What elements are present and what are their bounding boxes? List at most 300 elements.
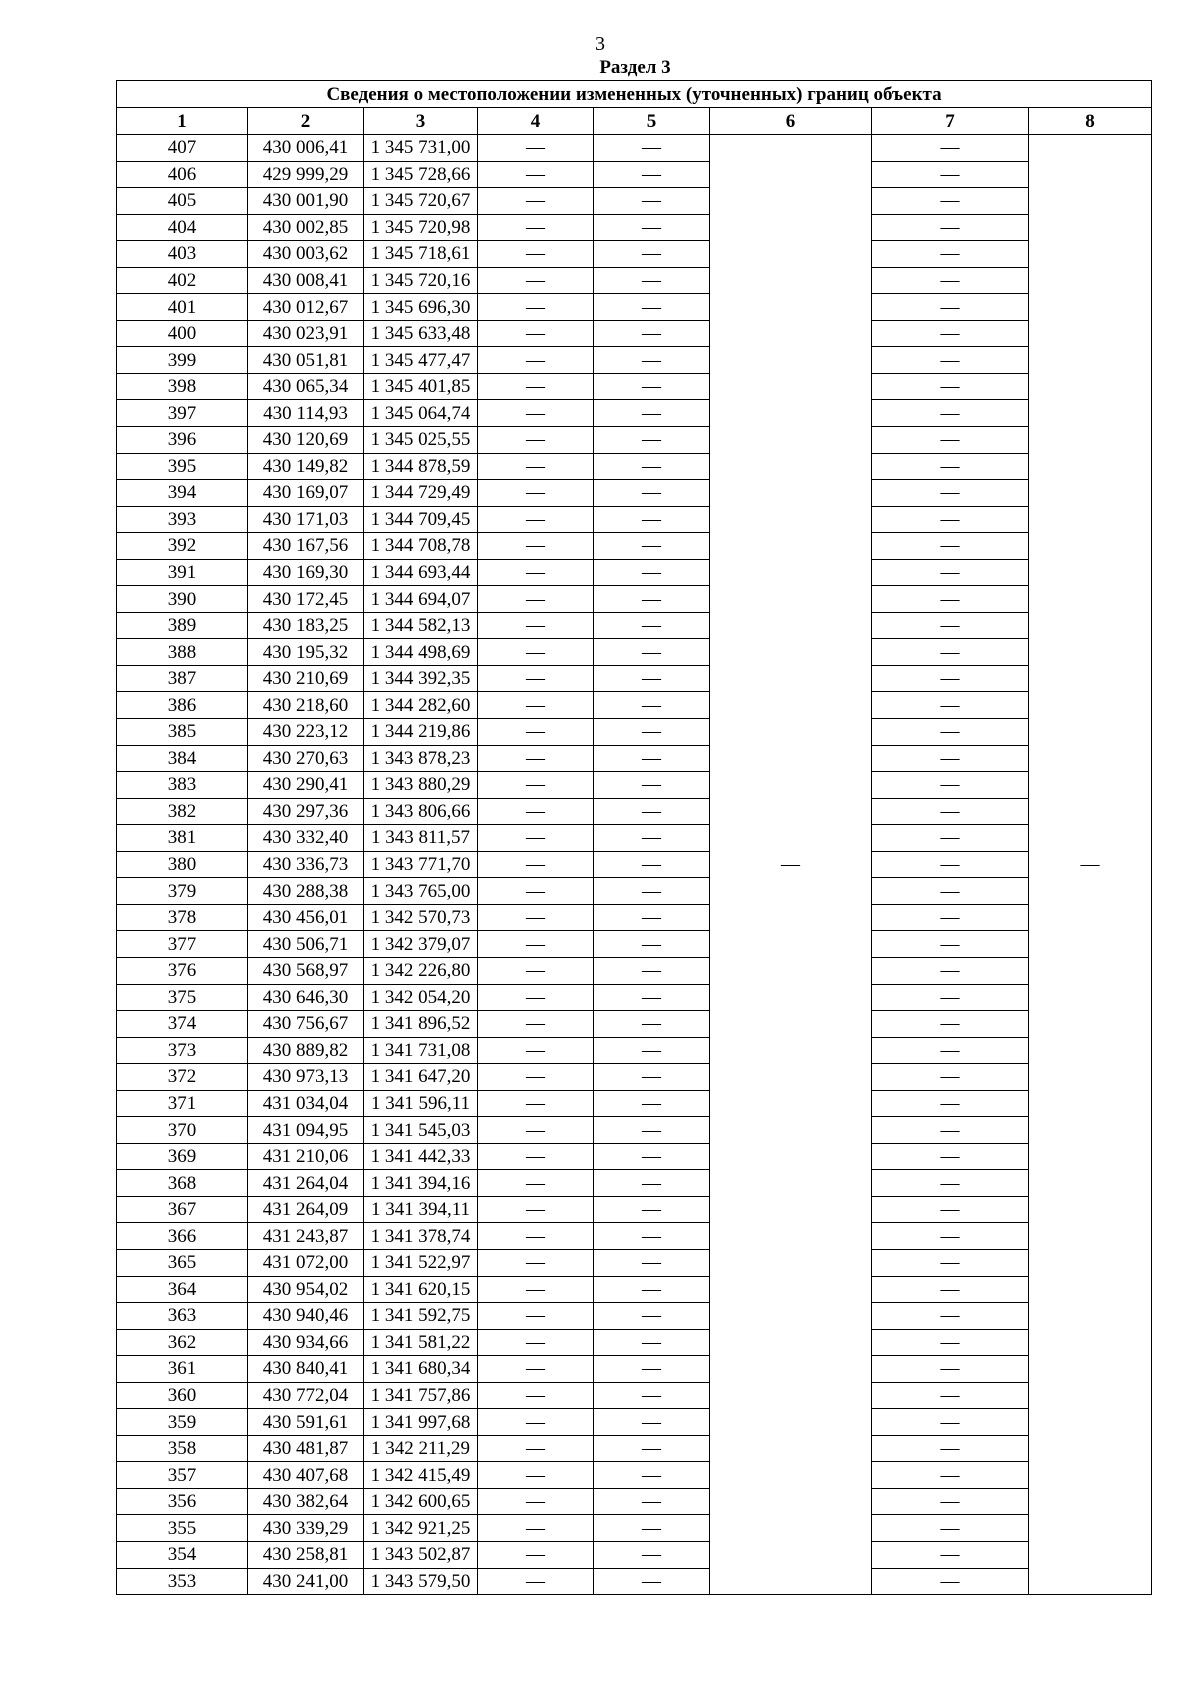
dash-cell: —: [872, 1329, 1029, 1356]
table-row: [117, 506, 1152, 533]
point-number-cell: 372: [117, 1064, 248, 1091]
y-coordinate-cell: 1 344 878,59: [364, 453, 478, 480]
x-coordinate-cell: 430 120,69: [248, 427, 364, 454]
dash-cell: —: [478, 586, 594, 613]
dash-cell: —: [872, 1170, 1029, 1197]
point-number-cell: 361: [117, 1356, 248, 1383]
point-number-cell: 397: [117, 400, 248, 427]
dash-cell: —: [594, 878, 710, 905]
table-row: [117, 1356, 1152, 1383]
dash-cell: —: [594, 1143, 710, 1170]
table-row: [117, 1329, 1152, 1356]
y-coordinate-cell: 1 341 596,11: [364, 1090, 478, 1117]
dash-cell: —: [872, 745, 1029, 772]
table-row: [117, 984, 1152, 1011]
y-coordinate-cell: 1 344 694,07: [364, 586, 478, 613]
dash-cell: —: [872, 1409, 1029, 1436]
y-coordinate-cell: 1 342 600,65: [364, 1488, 478, 1515]
column-number: 3: [364, 108, 478, 135]
dash-cell: —: [594, 1303, 710, 1330]
point-number-cell: 373: [117, 1037, 248, 1064]
dash-cell: —: [478, 1117, 594, 1144]
table-row: [117, 1143, 1152, 1170]
x-coordinate-cell: 430 051,81: [248, 347, 364, 374]
point-number-cell: 376: [117, 957, 248, 984]
dash-cell: —: [872, 400, 1029, 427]
dash-cell: —: [478, 957, 594, 984]
y-coordinate-cell: 1 343 811,57: [364, 825, 478, 852]
table-row: [117, 1037, 1152, 1064]
x-coordinate-cell: 430 169,07: [248, 480, 364, 507]
dash-cell: —: [478, 878, 594, 905]
dash-cell: —: [872, 188, 1029, 215]
dash-cell: —: [594, 347, 710, 374]
dash-cell: —: [872, 294, 1029, 321]
x-coordinate-cell: 430 336,73: [248, 851, 364, 878]
dash-cell: —: [594, 188, 710, 215]
dash-cell: —: [872, 1356, 1029, 1383]
y-coordinate-cell: 1 343 878,23: [364, 745, 478, 772]
table-row: [117, 772, 1152, 799]
x-coordinate-cell: 430 889,82: [248, 1037, 364, 1064]
x-coordinate-cell: 430 001,90: [248, 188, 364, 215]
table-row: [117, 1117, 1152, 1144]
y-coordinate-cell: 1 345 633,48: [364, 320, 478, 347]
dash-cell: —: [872, 931, 1029, 958]
x-coordinate-cell: 430 339,29: [248, 1515, 364, 1542]
table-row: [117, 1541, 1152, 1568]
dash-cell: —: [478, 1382, 594, 1409]
dash-cell: —: [872, 453, 1029, 480]
x-coordinate-cell: 430 568,97: [248, 957, 364, 984]
y-coordinate-cell: 1 345 477,47: [364, 347, 478, 374]
y-coordinate-cell: 1 341 522,97: [364, 1249, 478, 1276]
table-row: [117, 400, 1152, 427]
y-coordinate-cell: 1 342 570,73: [364, 904, 478, 931]
dash-cell: —: [478, 188, 594, 215]
y-coordinate-cell: 1 344 582,13: [364, 612, 478, 639]
dash-cell: —: [594, 612, 710, 639]
y-coordinate-cell: 1 341 620,15: [364, 1276, 478, 1303]
column-number: 1: [117, 108, 248, 135]
column-number: 6: [710, 108, 872, 135]
dash-cell: —: [594, 294, 710, 321]
column-number: 5: [594, 108, 710, 135]
point-number-cell: 384: [117, 745, 248, 772]
y-coordinate-cell: 1 344 709,45: [364, 506, 478, 533]
dash-cell: —: [594, 1011, 710, 1038]
y-coordinate-cell: 1 343 806,66: [364, 798, 478, 825]
dash-cell: —: [872, 904, 1029, 931]
x-coordinate-cell: 430 456,01: [248, 904, 364, 931]
y-coordinate-cell: 1 342 054,20: [364, 984, 478, 1011]
y-coordinate-cell: 1 341 896,52: [364, 1011, 478, 1038]
dash-cell: —: [872, 692, 1029, 719]
x-coordinate-cell: 430 241,00: [248, 1568, 364, 1595]
point-number-cell: 390: [117, 586, 248, 613]
point-number-cell: 403: [117, 241, 248, 268]
dash-cell: —: [872, 1064, 1029, 1091]
y-coordinate-cell: 1 341 545,03: [364, 1117, 478, 1144]
table-row: [117, 1064, 1152, 1091]
x-coordinate-cell: 430 934,66: [248, 1329, 364, 1356]
table-row: [117, 294, 1152, 321]
table-row: [117, 851, 1152, 878]
dash-cell: —: [872, 639, 1029, 666]
point-number-cell: 387: [117, 665, 248, 692]
x-coordinate-cell: 430 008,41: [248, 267, 364, 294]
point-number-cell: 356: [117, 1488, 248, 1515]
table-row: [117, 1515, 1152, 1542]
point-number-cell: 392: [117, 533, 248, 560]
dash-cell: —: [478, 267, 594, 294]
dash-cell: —: [478, 665, 594, 692]
column-number: 2: [248, 108, 364, 135]
point-number-cell: 394: [117, 480, 248, 507]
point-number-cell: 389: [117, 612, 248, 639]
table-caption-row: [117, 81, 1152, 108]
x-coordinate-cell: 430 210,69: [248, 665, 364, 692]
point-number-cell: 359: [117, 1409, 248, 1436]
x-coordinate-cell: 430 006,41: [248, 135, 364, 162]
table-row: [117, 798, 1152, 825]
x-coordinate-cell: 431 034,04: [248, 1090, 364, 1117]
x-coordinate-cell: 431 264,09: [248, 1196, 364, 1223]
dash-cell: —: [478, 1356, 594, 1383]
dash-cell: —: [478, 1223, 594, 1250]
table-row: [117, 480, 1152, 507]
y-coordinate-cell: 1 343 880,29: [364, 772, 478, 799]
dash-cell: —: [594, 373, 710, 400]
point-number-cell: 381: [117, 825, 248, 852]
dash-cell: —: [872, 1541, 1029, 1568]
dash-cell: —: [872, 1462, 1029, 1489]
dash-cell: —: [478, 1276, 594, 1303]
point-number-cell: 366: [117, 1223, 248, 1250]
point-number-cell: 404: [117, 214, 248, 241]
dash-cell: —: [478, 241, 594, 268]
dash-cell: —: [594, 480, 710, 507]
dash-cell: —: [872, 665, 1029, 692]
dash-cell: —: [594, 931, 710, 958]
dash-cell: —: [478, 639, 594, 666]
x-coordinate-cell: 430 481,87: [248, 1435, 364, 1462]
point-number-cell: 379: [117, 878, 248, 905]
dash-cell: —: [872, 825, 1029, 852]
column-number-row: [117, 108, 1152, 135]
column-number: 7: [872, 108, 1029, 135]
dash-cell: —: [478, 851, 594, 878]
dash-cell: —: [478, 135, 594, 162]
column-number: 8: [1029, 108, 1152, 135]
x-coordinate-cell: 430 297,36: [248, 798, 364, 825]
dash-cell: —: [872, 1037, 1029, 1064]
x-coordinate-cell: 430 023,91: [248, 320, 364, 347]
dash-cell: —: [478, 214, 594, 241]
dash-cell: —: [594, 1117, 710, 1144]
y-coordinate-cell: 1 343 765,00: [364, 878, 478, 905]
point-number-cell: 362: [117, 1329, 248, 1356]
dash-cell: —: [872, 1196, 1029, 1223]
y-coordinate-cell: 1 341 647,20: [364, 1064, 478, 1091]
dash-cell: —: [478, 745, 594, 772]
dash-cell: —: [594, 267, 710, 294]
x-coordinate-cell: 430 290,41: [248, 772, 364, 799]
table-row: [117, 612, 1152, 639]
x-coordinate-cell: 430 270,63: [248, 745, 364, 772]
dash-cell: —: [872, 1249, 1029, 1276]
dash-cell: —: [594, 161, 710, 188]
table-row: [117, 1568, 1152, 1595]
x-coordinate-cell: 431 264,04: [248, 1170, 364, 1197]
x-coordinate-cell: 430 591,61: [248, 1409, 364, 1436]
table-row: [117, 639, 1152, 666]
table-row: [117, 1462, 1152, 1489]
point-number-cell: 378: [117, 904, 248, 931]
table-row: [117, 665, 1152, 692]
x-coordinate-cell: 430 169,30: [248, 559, 364, 586]
merged-dash-cell-col6: —: [710, 135, 872, 1595]
dash-cell: —: [872, 1568, 1029, 1595]
point-number-cell: 388: [117, 639, 248, 666]
point-number-cell: 354: [117, 1541, 248, 1568]
y-coordinate-cell: 1 343 502,87: [364, 1541, 478, 1568]
column-number: 4: [478, 108, 594, 135]
dash-cell: —: [872, 851, 1029, 878]
dash-cell: —: [872, 878, 1029, 905]
dash-cell: —: [594, 427, 710, 454]
dash-cell: —: [872, 533, 1029, 560]
y-coordinate-cell: 1 345 696,30: [364, 294, 478, 321]
table-row: [117, 1382, 1152, 1409]
table-row: [117, 1249, 1152, 1276]
table-row: [117, 559, 1152, 586]
table-row: [117, 904, 1152, 931]
dash-cell: —: [594, 214, 710, 241]
page-number: 3: [595, 33, 605, 55]
point-number-cell: 386: [117, 692, 248, 719]
point-number-cell: 383: [117, 772, 248, 799]
y-coordinate-cell: 1 344 693,44: [364, 559, 478, 586]
table-row: [117, 1011, 1152, 1038]
dash-cell: —: [478, 1329, 594, 1356]
dash-cell: —: [872, 1223, 1029, 1250]
x-coordinate-cell: 429 999,29: [248, 161, 364, 188]
x-coordinate-cell: 430 772,04: [248, 1382, 364, 1409]
table-row: [117, 267, 1152, 294]
point-number-cell: 401: [117, 294, 248, 321]
point-number-cell: 363: [117, 1303, 248, 1330]
x-coordinate-cell: 430 646,30: [248, 984, 364, 1011]
y-coordinate-cell: 1 345 025,55: [364, 427, 478, 454]
table-row: [117, 719, 1152, 746]
dash-cell: —: [478, 294, 594, 321]
dash-cell: —: [478, 984, 594, 1011]
dash-cell: —: [872, 1090, 1029, 1117]
point-number-cell: 365: [117, 1249, 248, 1276]
dash-cell: —: [594, 1382, 710, 1409]
dash-cell: —: [594, 1037, 710, 1064]
dash-cell: —: [872, 1382, 1029, 1409]
dash-cell: —: [478, 533, 594, 560]
dash-cell: —: [594, 1249, 710, 1276]
dash-cell: —: [478, 161, 594, 188]
y-coordinate-cell: 1 341 394,11: [364, 1196, 478, 1223]
dash-cell: —: [872, 1435, 1029, 1462]
y-coordinate-cell: 1 341 757,86: [364, 1382, 478, 1409]
point-number-cell: 405: [117, 188, 248, 215]
dash-cell: —: [478, 453, 594, 480]
y-coordinate-cell: 1 341 442,33: [364, 1143, 478, 1170]
point-number-cell: 374: [117, 1011, 248, 1038]
y-coordinate-cell: 1 345 720,98: [364, 214, 478, 241]
dash-cell: —: [594, 453, 710, 480]
table-row: [117, 373, 1152, 400]
y-coordinate-cell: 1 341 731,08: [364, 1037, 478, 1064]
dash-cell: —: [478, 480, 594, 507]
dash-cell: —: [478, 427, 594, 454]
x-coordinate-cell: 430 002,85: [248, 214, 364, 241]
dash-cell: —: [478, 931, 594, 958]
x-coordinate-cell: 430 258,81: [248, 1541, 364, 1568]
y-coordinate-cell: 1 343 771,70: [364, 851, 478, 878]
x-coordinate-cell: 430 756,67: [248, 1011, 364, 1038]
point-number-cell: 400: [117, 320, 248, 347]
table-row: [117, 931, 1152, 958]
table-row: [117, 1223, 1152, 1250]
dash-cell: —: [872, 267, 1029, 294]
dash-cell: —: [594, 559, 710, 586]
dash-cell: —: [478, 1170, 594, 1197]
table-row: [117, 586, 1152, 613]
dash-cell: —: [872, 719, 1029, 746]
dash-cell: —: [478, 1064, 594, 1091]
y-coordinate-cell: 1 344 219,86: [364, 719, 478, 746]
dash-cell: —: [872, 347, 1029, 374]
x-coordinate-cell: 430 954,02: [248, 1276, 364, 1303]
table-row: [117, 347, 1152, 374]
dash-cell: —: [478, 825, 594, 852]
dash-cell: —: [872, 1303, 1029, 1330]
dash-cell: —: [594, 639, 710, 666]
point-number-cell: 385: [117, 719, 248, 746]
y-coordinate-cell: 1 342 226,80: [364, 957, 478, 984]
dash-cell: —: [594, 1329, 710, 1356]
y-coordinate-cell: 1 341 592,75: [364, 1303, 478, 1330]
dash-cell: —: [872, 957, 1029, 984]
point-number-cell: 369: [117, 1143, 248, 1170]
y-coordinate-cell: 1 345 720,16: [364, 267, 478, 294]
dash-cell: —: [594, 1170, 710, 1197]
dash-cell: —: [478, 1541, 594, 1568]
dash-cell: —: [872, 480, 1029, 507]
x-coordinate-cell: 430 183,25: [248, 612, 364, 639]
table-row: [117, 1409, 1152, 1436]
y-coordinate-cell: 1 341 581,22: [364, 1329, 478, 1356]
point-number-cell: 382: [117, 798, 248, 825]
dash-cell: —: [478, 1090, 594, 1117]
table-row: [117, 878, 1152, 905]
dash-cell: —: [594, 1462, 710, 1489]
point-number-cell: 375: [117, 984, 248, 1011]
table-row: [117, 1303, 1152, 1330]
x-coordinate-cell: 430 332,40: [248, 825, 364, 852]
point-number-cell: 395: [117, 453, 248, 480]
table-row: [117, 825, 1152, 852]
dash-cell: —: [478, 1037, 594, 1064]
dash-cell: —: [478, 1249, 594, 1276]
y-coordinate-cell: 1 342 921,25: [364, 1515, 478, 1542]
section-title: Раздел 3: [599, 57, 671, 78]
dash-cell: —: [872, 161, 1029, 188]
y-coordinate-cell: 1 345 064,74: [364, 400, 478, 427]
dash-cell: —: [594, 1409, 710, 1436]
table-row: [117, 135, 1152, 162]
dash-cell: —: [872, 798, 1029, 825]
x-coordinate-cell: 430 407,68: [248, 1462, 364, 1489]
dash-cell: —: [478, 1409, 594, 1436]
dash-cell: —: [594, 1356, 710, 1383]
dash-cell: —: [594, 798, 710, 825]
table-row: [117, 1435, 1152, 1462]
dash-cell: —: [872, 1143, 1029, 1170]
dash-cell: —: [478, 1435, 594, 1462]
dash-cell: —: [594, 241, 710, 268]
y-coordinate-cell: 1 345 731,00: [364, 135, 478, 162]
point-number-cell: 396: [117, 427, 248, 454]
table-row: [117, 533, 1152, 560]
y-coordinate-cell: 1 344 282,60: [364, 692, 478, 719]
dash-cell: —: [872, 373, 1029, 400]
point-number-cell: 353: [117, 1568, 248, 1595]
dash-cell: —: [478, 1143, 594, 1170]
x-coordinate-cell: 431 210,06: [248, 1143, 364, 1170]
dash-cell: —: [594, 1568, 710, 1595]
dash-cell: —: [478, 772, 594, 799]
x-coordinate-cell: 431 094,95: [248, 1117, 364, 1144]
dash-cell: —: [478, 692, 594, 719]
y-coordinate-cell: 1 341 394,16: [364, 1170, 478, 1197]
x-coordinate-cell: 430 003,62: [248, 241, 364, 268]
dash-cell: —: [594, 692, 710, 719]
dash-cell: —: [478, 400, 594, 427]
dash-cell: —: [594, 904, 710, 931]
point-number-cell: 406: [117, 161, 248, 188]
point-number-cell: 367: [117, 1196, 248, 1223]
point-number-cell: 391: [117, 559, 248, 586]
y-coordinate-cell: 1 342 415,49: [364, 1462, 478, 1489]
point-number-cell: 370: [117, 1117, 248, 1144]
dash-cell: —: [478, 719, 594, 746]
x-coordinate-cell: 430 218,60: [248, 692, 364, 719]
point-number-cell: 368: [117, 1170, 248, 1197]
dash-cell: —: [594, 825, 710, 852]
dash-cell: —: [594, 1223, 710, 1250]
dash-cell: —: [872, 984, 1029, 1011]
dash-cell: —: [594, 533, 710, 560]
x-coordinate-cell: 430 382,64: [248, 1488, 364, 1515]
x-coordinate-cell: 430 171,03: [248, 506, 364, 533]
dash-cell: —: [872, 241, 1029, 268]
point-number-cell: 364: [117, 1276, 248, 1303]
dash-cell: —: [594, 1515, 710, 1542]
table-row: [117, 188, 1152, 215]
dash-cell: —: [594, 665, 710, 692]
dash-cell: —: [478, 1462, 594, 1489]
y-coordinate-cell: 1 345 728,66: [364, 161, 478, 188]
dash-cell: —: [872, 427, 1029, 454]
point-number-cell: 393: [117, 506, 248, 533]
